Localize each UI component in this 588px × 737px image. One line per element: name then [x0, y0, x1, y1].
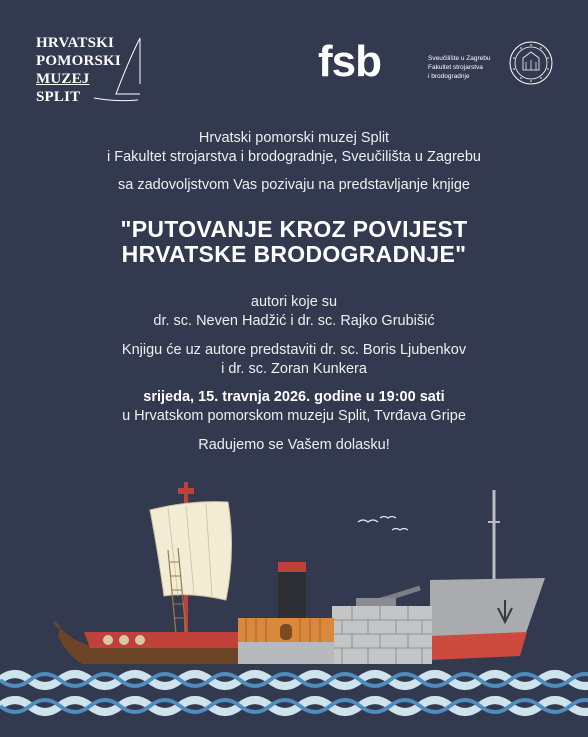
- sailing-ship: [54, 482, 238, 670]
- faculty-subtitle-line: Fakultet strojarstva: [428, 64, 483, 71]
- presenters: Knjigu će uz autore predstaviti dr. sc. Boris Ljubenkov: [121, 342, 467, 358]
- museum-logo-line: MUZEJ: [36, 71, 90, 87]
- museum-logo-line: SPLIT: [36, 89, 81, 105]
- museum-logo-line: HRVATSKI: [36, 35, 115, 51]
- seagull-icon: [358, 517, 408, 531]
- sail-line-icon: [36, 36, 148, 108]
- museum-logo: [36, 36, 148, 106]
- presenters: i dr. sc. Zoran Kunkera: [221, 361, 367, 377]
- invite-line: sa zadovoljstvom Vas pozivaju na predstavljanje knjige: [118, 177, 470, 193]
- closing-line: Radujemo se Vašem dolasku!: [198, 437, 390, 453]
- event-datetime: srijeda, 15. travnja 2026. godine u 19:00 sati: [143, 389, 445, 405]
- university-seal-icon: [508, 40, 554, 86]
- event-venue: u Hrvatskom pomorskom muzeju Split, Tvrđava Gripe: [122, 408, 466, 424]
- book-title: HRVATSKE BRODOGRADNJE": [121, 241, 467, 267]
- museum-logo-line: POMORSKI: [36, 53, 121, 69]
- steamship: [232, 562, 334, 666]
- faculty-subtitle-line: i brodogradnje: [428, 73, 470, 80]
- host-line: Hrvatski pomorski muzej Split: [198, 130, 390, 146]
- faculty-subtitle-line: Sveučilište u Zagrebu: [428, 55, 491, 62]
- brick-hull: [332, 606, 432, 664]
- book-title: "PUTOVANJE KROZ POVIJEST: [120, 216, 468, 242]
- host-line: i Fakultet strojarstva i brodogradnje, Sveučilišta u Zagrebu: [107, 149, 481, 165]
- authors-intro: autori koje su: [250, 294, 338, 310]
- authors: dr. sc. Neven Hadžić i dr. sc. Rajko Grubišić: [153, 313, 435, 329]
- faculty-subtitle: [428, 54, 508, 81]
- ship-illustration: [0, 480, 588, 737]
- wave-border: [0, 664, 588, 737]
- fsb-wordmark: fsb: [318, 37, 381, 86]
